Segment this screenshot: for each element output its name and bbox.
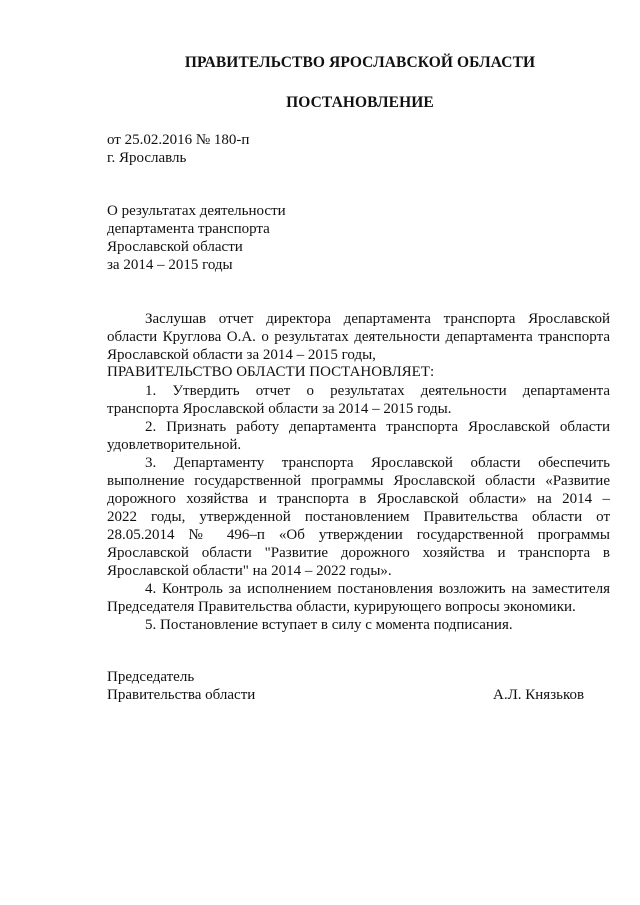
date-number: от 25.02.2016 № 180-п bbox=[107, 132, 250, 148]
government-title: ПРАВИТЕЛЬСТВО ЯРОСЛАВСКОЙ ОБЛАСТИ bbox=[184, 54, 536, 71]
item-3-line: дорожного хозяйства и транспорта в Ярославской области» на 2014 – bbox=[107, 491, 610, 507]
item-2-line: удовлетворительной. bbox=[107, 437, 242, 453]
subject-line: Ярославской области bbox=[107, 239, 243, 255]
resolve-heading: ПРАВИТЕЛЬСТВО ОБЛАСТИ ПОСТАНОВЛЯЕТ: bbox=[107, 364, 435, 380]
intro-line: Ярославской области за 2014 – 2015 годы, bbox=[107, 347, 376, 363]
item-3-line: 2022 годы, утвержденной постановлением Правительства области от bbox=[107, 509, 610, 525]
document-type-title: ПОСТАНОВЛЕНИЕ bbox=[286, 94, 434, 111]
signature-title-line-1: Председатель bbox=[107, 669, 195, 685]
subject-line: О результатах деятельности bbox=[107, 203, 286, 219]
signatory-name: А.Л. Князьков bbox=[493, 687, 585, 703]
signature-title-line-2: Правительства области bbox=[107, 687, 256, 703]
item-3-line: Ярославской области "Развитие дорожного хозяйства и транспорта в bbox=[107, 545, 610, 561]
item-1-line: 1. Утвердить отчет о результатах деятельности департамента bbox=[145, 383, 610, 399]
item-3-line: 3. Департаменту транспорта Ярославской области обеспечить bbox=[145, 455, 610, 471]
item-3-line: 28.05.2014 № 496–п «Об утверждении государственной программы bbox=[107, 527, 610, 543]
item-1-line: транспорта Ярославской области за 2014 – 2015 годы. bbox=[107, 401, 452, 417]
item-3-line: Ярославской области" на 2014 – 2022 годы». bbox=[107, 563, 392, 579]
intro-line: области Круглова О.А. о результатах деятельности департамента транспорта bbox=[107, 329, 610, 345]
item-5-line: 5. Постановление вступает в силу с момента подписания. bbox=[145, 617, 513, 633]
item-3-line: выполнение государственной программы Ярославской области «Развитие bbox=[107, 473, 610, 489]
intro-line: Заслушав отчет директора департамента транспорта Ярославской bbox=[145, 311, 610, 327]
item-2-line: 2. Признать работу департамента транспорта Ярославской области bbox=[145, 419, 610, 435]
subject-line: департамента транспорта bbox=[107, 221, 270, 237]
item-4-line: 4. Контроль за исполнением постановления возложить на заместителя bbox=[145, 581, 610, 597]
subject-line: за 2014 – 2015 годы bbox=[107, 257, 233, 273]
city: г. Ярославль bbox=[107, 150, 187, 166]
item-4-line: Председателя Правительства области, курирующего вопросы экономики. bbox=[107, 599, 576, 615]
